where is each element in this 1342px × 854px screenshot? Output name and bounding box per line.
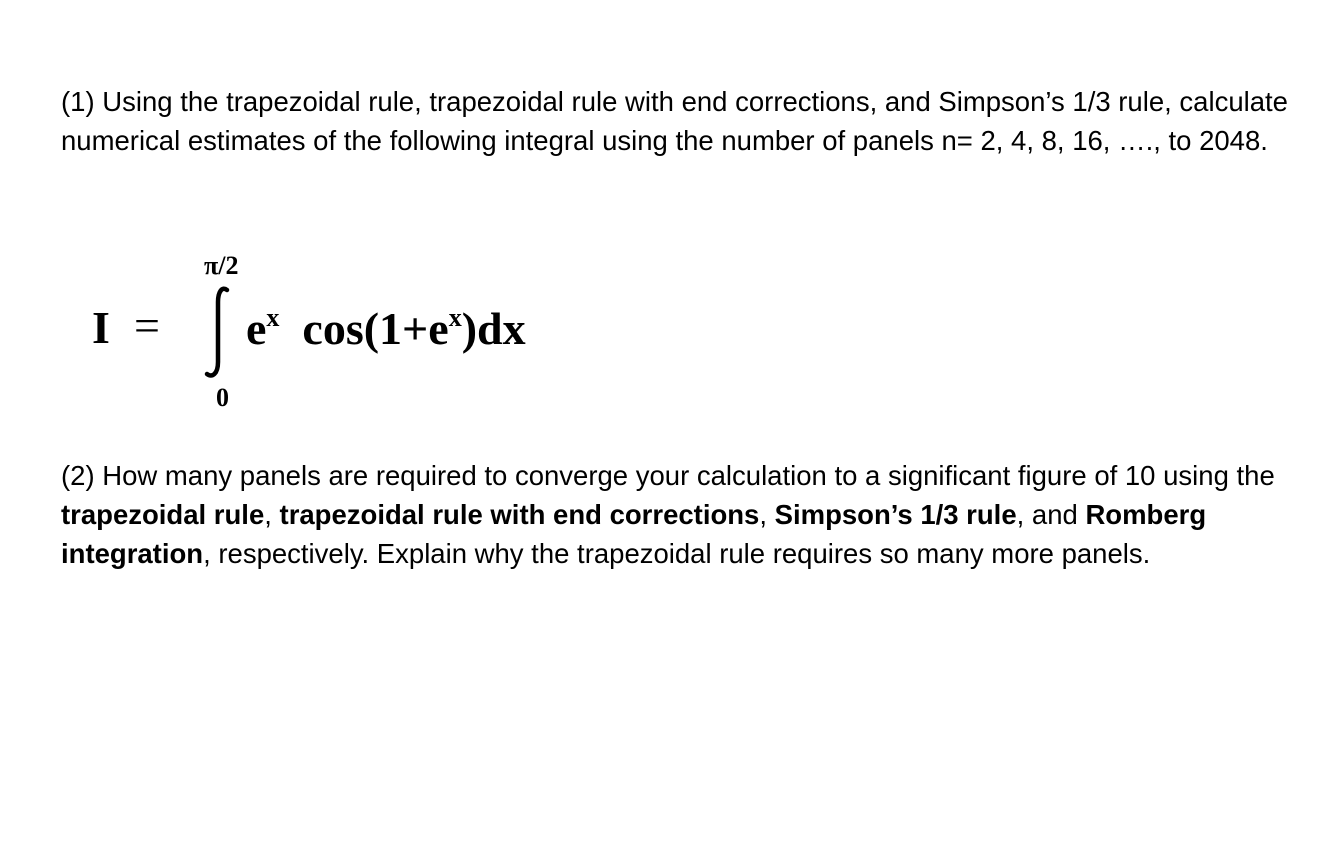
- integral-lower-limit: 0: [216, 383, 229, 412]
- method-simpson: Simpson’s 1/3 rule: [774, 499, 1017, 530]
- question-1-text: (1) Using the trapezoidal rule, trapezoidal rule with end corrections, and Simpson’s 1/3 rule, calculate numerical estimates of the following integral using the number of panels n= 2, 4, 8, 16, …., to 2048.: [61, 86, 1288, 156]
- equation-lhs: I: [92, 302, 110, 353]
- integrand-exponent-1: x: [266, 303, 280, 332]
- integral-sign-icon: [200, 284, 236, 380]
- method-romberg: Romberg integration: [61, 499, 1207, 569]
- question-2-part-2: , respectively. Explain why the trapezoidal rule requires so many more panels.: [203, 538, 1151, 569]
- integrand-function-close: )dx: [461, 303, 526, 354]
- question-2-separator-1: ,: [264, 499, 280, 530]
- integrand: [246, 305, 526, 352]
- integrand-base-1: e: [246, 303, 267, 354]
- method-trapezoidal-end-corrections: trapezoidal rule with end corrections: [279, 499, 760, 530]
- question-2-separator-2: ,: [759, 499, 775, 530]
- method-trapezoidal: trapezoidal rule: [61, 499, 265, 530]
- question-2-text: [61, 456, 1291, 573]
- question-2-separator-3: , and: [1016, 499, 1086, 530]
- equation-equals-sign: =: [134, 300, 160, 351]
- integral-upper-limit: π/2: [204, 251, 239, 280]
- integrand-function-open: cos(1+: [302, 303, 429, 354]
- integrand-exponent-2: x: [448, 303, 462, 332]
- question-2-part-1: (2) How many panels are required to converge your calculation to a significant figure of 10 using the: [61, 460, 1275, 491]
- integrand-base-2: e: [428, 303, 449, 354]
